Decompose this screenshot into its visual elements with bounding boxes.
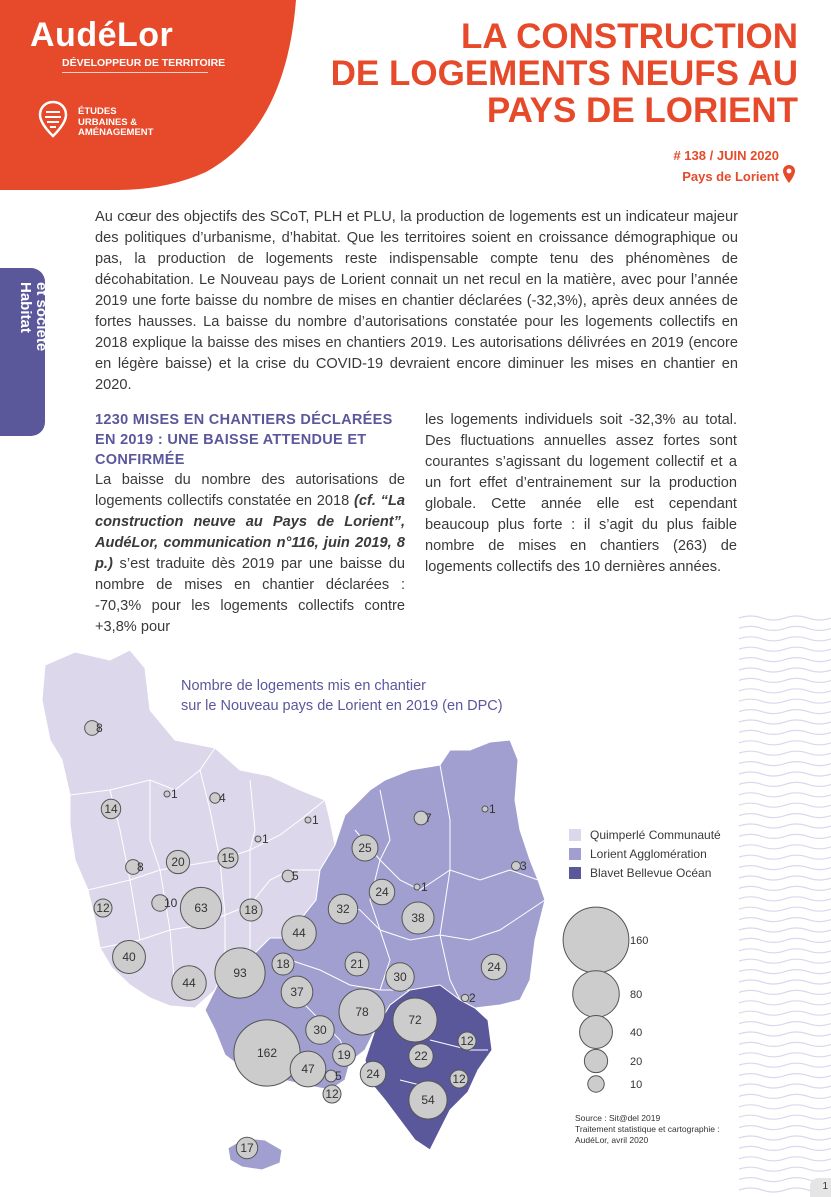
bubble-value-label: 5 — [335, 1069, 342, 1083]
wave-line — [739, 928, 831, 932]
bubble-value-label: 54 — [421, 1093, 435, 1107]
wave-line — [739, 637, 831, 641]
wave-line — [739, 886, 831, 890]
wave-line — [739, 959, 831, 963]
bubble-value-label: 24 — [487, 960, 501, 974]
wave-line — [739, 1053, 831, 1057]
wave-line — [739, 907, 831, 911]
commune-bubble — [164, 791, 170, 797]
bubble-value-label: 4 — [219, 791, 226, 805]
size-legend-bubble — [580, 1016, 613, 1049]
legend-item-blavet: Blavet Bellevue Océan — [569, 864, 721, 882]
wave-line — [739, 616, 831, 620]
wave-line — [739, 1136, 831, 1140]
wave-line — [739, 1022, 831, 1026]
intro-paragraph: Au cœur des objectifs des SCoT, PLH et PLU, la production de logements est un indicateur majeur des politiques d’urbanisme, d’habitat. Que les territoires soient en croissance démographique ou pas, la production de logements reste indispensable compte tenu des phénomènes de décohabitation. Le Nouveau pays de Lorient connait un net recul en la matière, avec pour l’année 2019 une forte baisse du nombre de mises en chantier déclarées (-32,3%), après deux années de fortes hausses. La baisse du nombre d’autorisations constatée pour les logements collectifs en 2018 explique la baisse des mises en chantiers 2019. Les autorisations délivrées en 2019 (encore en légère baisse) et la crise du COVID-19 devraient encore diminuer les mises en chantier en 2020. — [95, 209, 738, 393]
logo-divider — [62, 72, 208, 73]
wave-line — [739, 834, 831, 838]
wave-line — [739, 949, 831, 953]
wave-line — [739, 678, 831, 682]
wave-line — [739, 1157, 831, 1161]
wave-line — [739, 762, 831, 766]
bubble-value-label: 8 — [96, 721, 103, 735]
bubble-value-label: 40 — [122, 950, 136, 964]
wave-line — [739, 803, 831, 807]
wave-line — [739, 897, 831, 901]
size-legend-bubble — [584, 1049, 607, 1072]
page-number: 1 — [810, 1178, 831, 1197]
bubble-value-label: 2 — [469, 991, 476, 1005]
wave-line — [739, 668, 831, 672]
map-source: Source : Sit@del 2019 Traitement statistique et cartographie : AudéLor, avril 2020 — [575, 1113, 720, 1145]
wave-line — [739, 1032, 831, 1036]
side-tab-label — [6, 282, 50, 382]
page-title: LA CONSTRUCTION DE LOGEMENTS NEUFS AU PAYS DE LORIENT — [330, 17, 798, 130]
logo-tagline: DÉVELOPPEUR DE TERRITOIRE — [62, 57, 226, 69]
article-left-column — [95, 410, 405, 638]
wave-line — [739, 814, 831, 818]
wave-line — [739, 824, 831, 828]
section-body: La baisse du nombre des autorisations de logements collectifs constatée en 2018 (cf. “La construction neuve au Pays de Lorient”, AudéLor, communication n°116, juin 2019, 8 p.) s’est traduite dès 2019 par une baisse du nombre de mises en chantier déclarées : -70,3% pour les logements collectifs contre +3,8% pour — [95, 472, 405, 635]
wave-line — [739, 1084, 831, 1088]
bubble-value-label: 44 — [182, 976, 196, 990]
wave-line — [739, 741, 831, 745]
svg-text:Habitat: Habitat — [17, 282, 34, 333]
map-title: Nombre de logements mis en chantier sur le Nouveau pays de Lorient en 2019 (en DPC) — [181, 678, 503, 714]
wave-line — [739, 1001, 831, 1005]
size-legend-label: 10 — [630, 1079, 643, 1091]
wave-line — [739, 647, 831, 651]
bubble-value-label: 38 — [411, 911, 425, 925]
size-legend-bubble — [588, 1076, 604, 1092]
wave-line — [739, 1063, 831, 1067]
commune-bubble — [305, 817, 311, 823]
bubble-value-label: 5 — [292, 869, 299, 883]
bubble-value-label: 1 — [421, 880, 428, 894]
legend-item-lorient: Lorient Agglomération — [569, 845, 721, 863]
commune-bubble — [255, 836, 261, 842]
theme-label: ÉTUDES URBAINES & AMÉNAGEMENT — [78, 106, 154, 138]
wave-line — [739, 980, 831, 984]
legend-swatch — [569, 829, 581, 841]
territory-map — [0, 640, 560, 1180]
bubble-value-label: 1 — [312, 813, 319, 827]
place-label: Pays de Lorient — [682, 169, 779, 184]
studies-pin-icon — [38, 100, 68, 138]
bubble-value-label: 78 — [355, 1005, 369, 1019]
map-legend — [569, 826, 721, 883]
bubble-value-label: 25 — [358, 841, 372, 855]
bubble-value-label: 32 — [336, 902, 350, 916]
bubble-value-label: 21 — [350, 957, 364, 971]
wave-line — [739, 918, 831, 922]
wave-line — [739, 1167, 831, 1171]
bubble-value-label: 30 — [393, 970, 407, 984]
wave-line — [739, 730, 831, 734]
audelor-logo: AudéLor — [30, 16, 174, 54]
size-legend — [560, 910, 670, 1100]
bubble-value-label: 7 — [425, 811, 432, 825]
legend-swatch — [569, 867, 581, 879]
wave-line — [739, 772, 831, 776]
wave-line — [739, 1126, 831, 1130]
wave-line — [739, 782, 831, 786]
bubble-value-label: 8 — [137, 860, 144, 874]
decorative-waves — [739, 610, 831, 1197]
legend-swatch — [569, 848, 581, 860]
wave-line — [739, 1105, 831, 1109]
wave-line — [739, 855, 831, 859]
bubble-value-label: 1 — [171, 787, 178, 801]
bubble-value-label: 14 — [104, 802, 118, 816]
bubble-value-label: 63 — [194, 901, 208, 915]
article-right-column: les logements individuels soit -32,3% au total. Des fluctuations annuelles assez fortes sont courantes s’agissant du logement collectif et a un fort effet d’entrainement sur la production globale. Cette année elle est cependant beaucoup plus forte : il s’agit du plus faible nombre de mises en chantiers (263) de logements collectifs des 10 dernières années. — [425, 412, 737, 575]
wave-line — [739, 689, 831, 693]
bubble-value-label: 1 — [262, 832, 269, 846]
bubble-value-label: 12 — [452, 1072, 466, 1086]
wave-line — [739, 720, 831, 724]
size-legend-label: 20 — [630, 1056, 643, 1068]
legend-item-quimperle: Quimperlé Communauté — [569, 826, 721, 844]
wave-line — [739, 710, 831, 714]
wave-line — [739, 699, 831, 703]
bubble-value-label: 18 — [244, 903, 258, 917]
wave-line — [739, 1115, 831, 1119]
wave-line — [739, 845, 831, 849]
wave-line — [739, 876, 831, 880]
bubble-value-label: 1 — [489, 802, 496, 816]
bubble-value-label: 44 — [292, 926, 306, 940]
wave-line — [739, 866, 831, 870]
bubble-value-label: 12 — [460, 1034, 474, 1048]
bubble-value-label: 15 — [221, 851, 235, 865]
bubble-value-label: 12 — [325, 1087, 339, 1101]
wave-line — [739, 751, 831, 755]
wave-line — [739, 970, 831, 974]
bubble-value-label: 18 — [276, 957, 290, 971]
size-legend-label: 80 — [630, 989, 643, 1001]
wave-line — [739, 938, 831, 942]
bubble-value-label: 19 — [337, 1048, 351, 1062]
reference-citation: (cf. “La construction neuve au Pays de Lorient”, AudéLor, communication n°116, juin 2019, 8 p.) — [95, 493, 405, 572]
bubble-value-label: 72 — [408, 1013, 422, 1027]
bubble-value-label: 47 — [301, 1062, 315, 1076]
size-legend-bubble — [563, 907, 629, 973]
bubble-value-label: 162 — [256, 1046, 278, 1060]
size-legend-label: 160 — [630, 935, 649, 947]
commune-bubble — [461, 994, 468, 1001]
bubble-value-label: 93 — [233, 966, 247, 980]
bubble-value-label: 24 — [366, 1067, 380, 1081]
wave-line — [739, 658, 831, 662]
bubble-value-label: 30 — [313, 1023, 327, 1037]
bubble-value-label: 17 — [240, 1141, 254, 1155]
wave-line — [739, 1074, 831, 1078]
commune-bubble — [414, 884, 420, 890]
location-pin-icon — [782, 164, 796, 184]
wave-line — [739, 626, 831, 630]
wave-line — [739, 1094, 831, 1098]
wave-line — [739, 793, 831, 797]
section-heading: 1230 MISES EN CHANTIERS DÉCLARÉES EN 2019 : UNE BAISSE ATTENDUE ET CONFIRMÉE — [95, 412, 393, 468]
bubble-value-label: 3 — [520, 859, 527, 873]
issue-number: # 138 / JUIN 2020 — [673, 148, 779, 163]
wave-line — [739, 1042, 831, 1046]
bubble-value-label: 10 — [164, 896, 178, 910]
wave-line — [739, 1146, 831, 1150]
size-legend-label: 40 — [630, 1027, 643, 1039]
bubble-value-label: 24 — [375, 885, 389, 899]
commune-bubble — [482, 806, 488, 812]
size-legend-bubble — [573, 971, 620, 1018]
bubble-value-label: 37 — [290, 985, 304, 999]
wave-line — [739, 1011, 831, 1015]
svg-text:et société: et société — [33, 282, 50, 352]
wave-line — [739, 990, 831, 994]
bubble-value-label: 22 — [414, 1049, 428, 1063]
bubble-value-label: 12 — [96, 901, 110, 915]
bubble-value-label: 20 — [171, 855, 185, 869]
